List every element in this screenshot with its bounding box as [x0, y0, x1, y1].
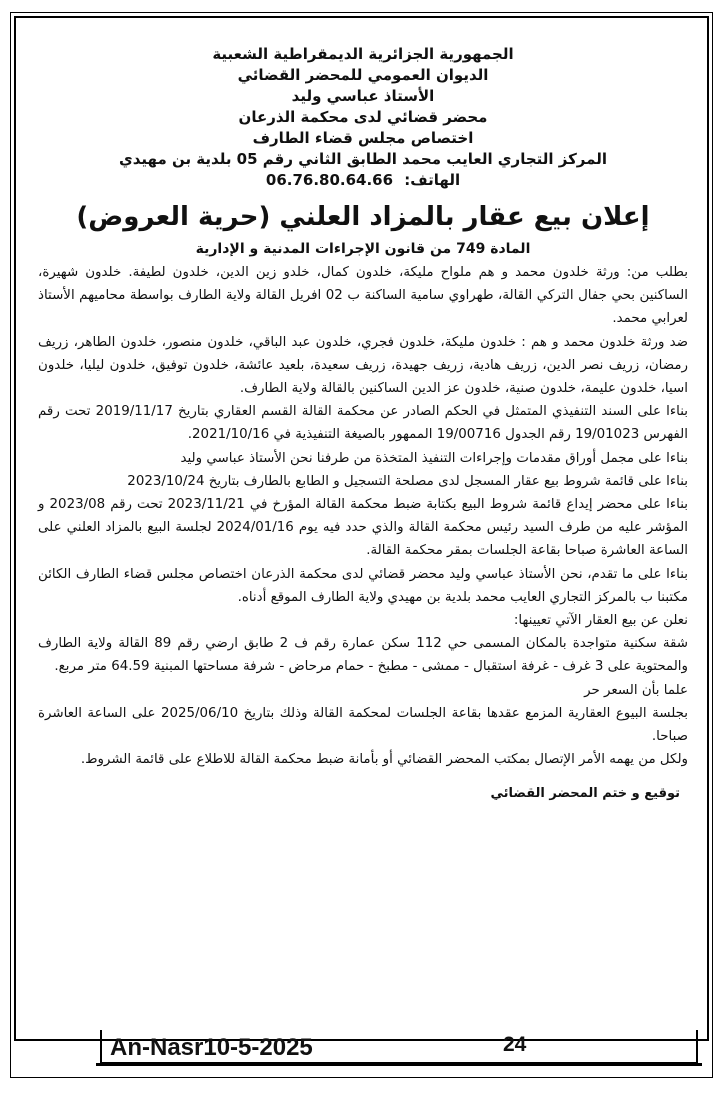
paragraph-procedures: بناءا على مجمل أوراق مقدمات وإجراءات التنفيذ المتخذة من طرفنا نحن الأستاذ عباسي وليد — [180, 450, 688, 466]
paragraph-price: علما بأن السعر حر — [584, 682, 688, 698]
paragraph-petitioners: بطلب من: ورثة خلدون محمد و هم ملواح مليكة، خلدون كمال، خلدو زين الدين، خلدون لطيفة. خلدون شهيرة، الساكنين بحي جفال التركي القالة، طهراوي سامية الساكنة ب 02 افريل القالة ولاية الطارف بواسطة محاميهم الأستاذ لعرابي محمد. — [38, 265, 688, 327]
phone-label: الهاتف: — [404, 171, 461, 189]
paragraph-enforcement-title: بناءا على السند التنفيذي المتمثل في الحكم الصادر عن محكمة القالة القسم العقاري بتاريخ 2019/11/17 تحت رقم الفهرس 19/01023 رقم الجدول 19/00716 الممهور بالصيغة التنفيذية في 2021/10/16. — [38, 404, 689, 443]
signature-line: توقيع و ختم المحضر القضائي — [490, 786, 680, 802]
phone-number: 06.76.80.64.66 — [265, 171, 394, 189]
header-court: محضر قضائي لدى محكمة الذرعان — [238, 108, 488, 126]
paragraph-conditions-registration: بناءا على قائمة شروط بيع عقار المسجل لدى مصلحة التسجيل و الطابع بالطارف بتاريخ 2023/10/24 — [127, 473, 688, 489]
paragraph-deposit-record: بناءا على محضر إيداع قائمة شروط البيع بكتابة ضبط محكمة القالة المؤرخ في 2023/11/21 تحت رقم 2023/08 و المؤشر عليه من طرف السيد رئيس محكمة القالة والذي حدد فيه يوم 2024/01/16 لجلسة البيع بالمزاد العلني على الساعة العاشرة صباحا بقاعة الجلسات بمقر محكمة القالة. — [38, 497, 688, 559]
page-number: 24 — [503, 1033, 527, 1056]
header-address: المركز التجاري العايب محمد الطابق الثاني رقم 05 بلدية بن مهيدي — [119, 150, 607, 168]
publication-date: An-Nasr10-5-2025 — [110, 1034, 313, 1061]
paragraph-declaration: بناءا على ما تقدم، نحن الأستاذ عباسي وليد محضر قضائي لدى محكمة الذرعان اختصاص مجلس قضاء الطارف الكائن مكتبنا ب بالمركز التجاري العايب محمد بلدية بن مهيدي ولاية الطارف الموقع أدناه. — [38, 566, 688, 605]
header-bailiff-name: الأستاذ عباسي وليد — [291, 87, 435, 105]
paragraph-respondents: ضد ورثة خلدون محمد و هم : خلدون مليكة، خلدون فجري، خلدون عبد الباقي، خلدون منصور، خلدون الطاهر، زريف رمضان، زريف نصر الدين، زريف هادية، زريف جهيدة، زريف سعيدة، بلعيد عائشة، خلدون توفيق، خلدون ليليا، خلدون اسيا، خلدون عليمة، خلدون صنية، خلدون عز الدين الساكنين بالقالة ولاية الطارف. — [38, 334, 688, 397]
header-phone — [38, 170, 688, 191]
announcement-content — [38, 44, 688, 805]
announcement-title: إعلان بيع عقار بالمزاد العلني (حرية العروض) — [76, 202, 650, 232]
announcement-subtitle: المادة 749 من قانون الإجراءات المدنية و الإدارية — [195, 241, 531, 257]
paragraph-contact: ولكل من يهمه الأمر الإتصال بمكتب المحضر القضائي أو بأمانة ضبط محكمة القالة للاطلاع على قائمة الشروط. — [80, 752, 688, 768]
paragraph-property-description: شقة سكنية متواجدة بالمكان المسمى حي 112 سكن عمارة رقم ف 2 طابق ارضي رقم 89 القالة ولاية الطارف والمحتوية على 3 غرف - غرفة استقبال - ممشى - مطبخ - حمام مرحاض - شرفة مساحتها المبنية 64.59 متر مربع. — [38, 636, 689, 675]
paragraph-announce: نعلن عن بيع العقار الآتي تعيينها: — [513, 613, 688, 629]
paragraph-session: بجلسة البيوع العقارية المزمع عقدها بقاعة الجلسات لمحكمة القالة وذلك بتاريخ 2025/06/10 على الساعة العاشرة صباحا. — [38, 705, 688, 745]
header-republic: الجمهورية الجزائرية الديمقراطية الشعبية — [212, 45, 514, 63]
header-jurisdiction: اختصاص مجلس قضاء الطارف — [252, 129, 474, 147]
header-office: الديوان العمومي للمحضر القضائي — [237, 66, 489, 84]
